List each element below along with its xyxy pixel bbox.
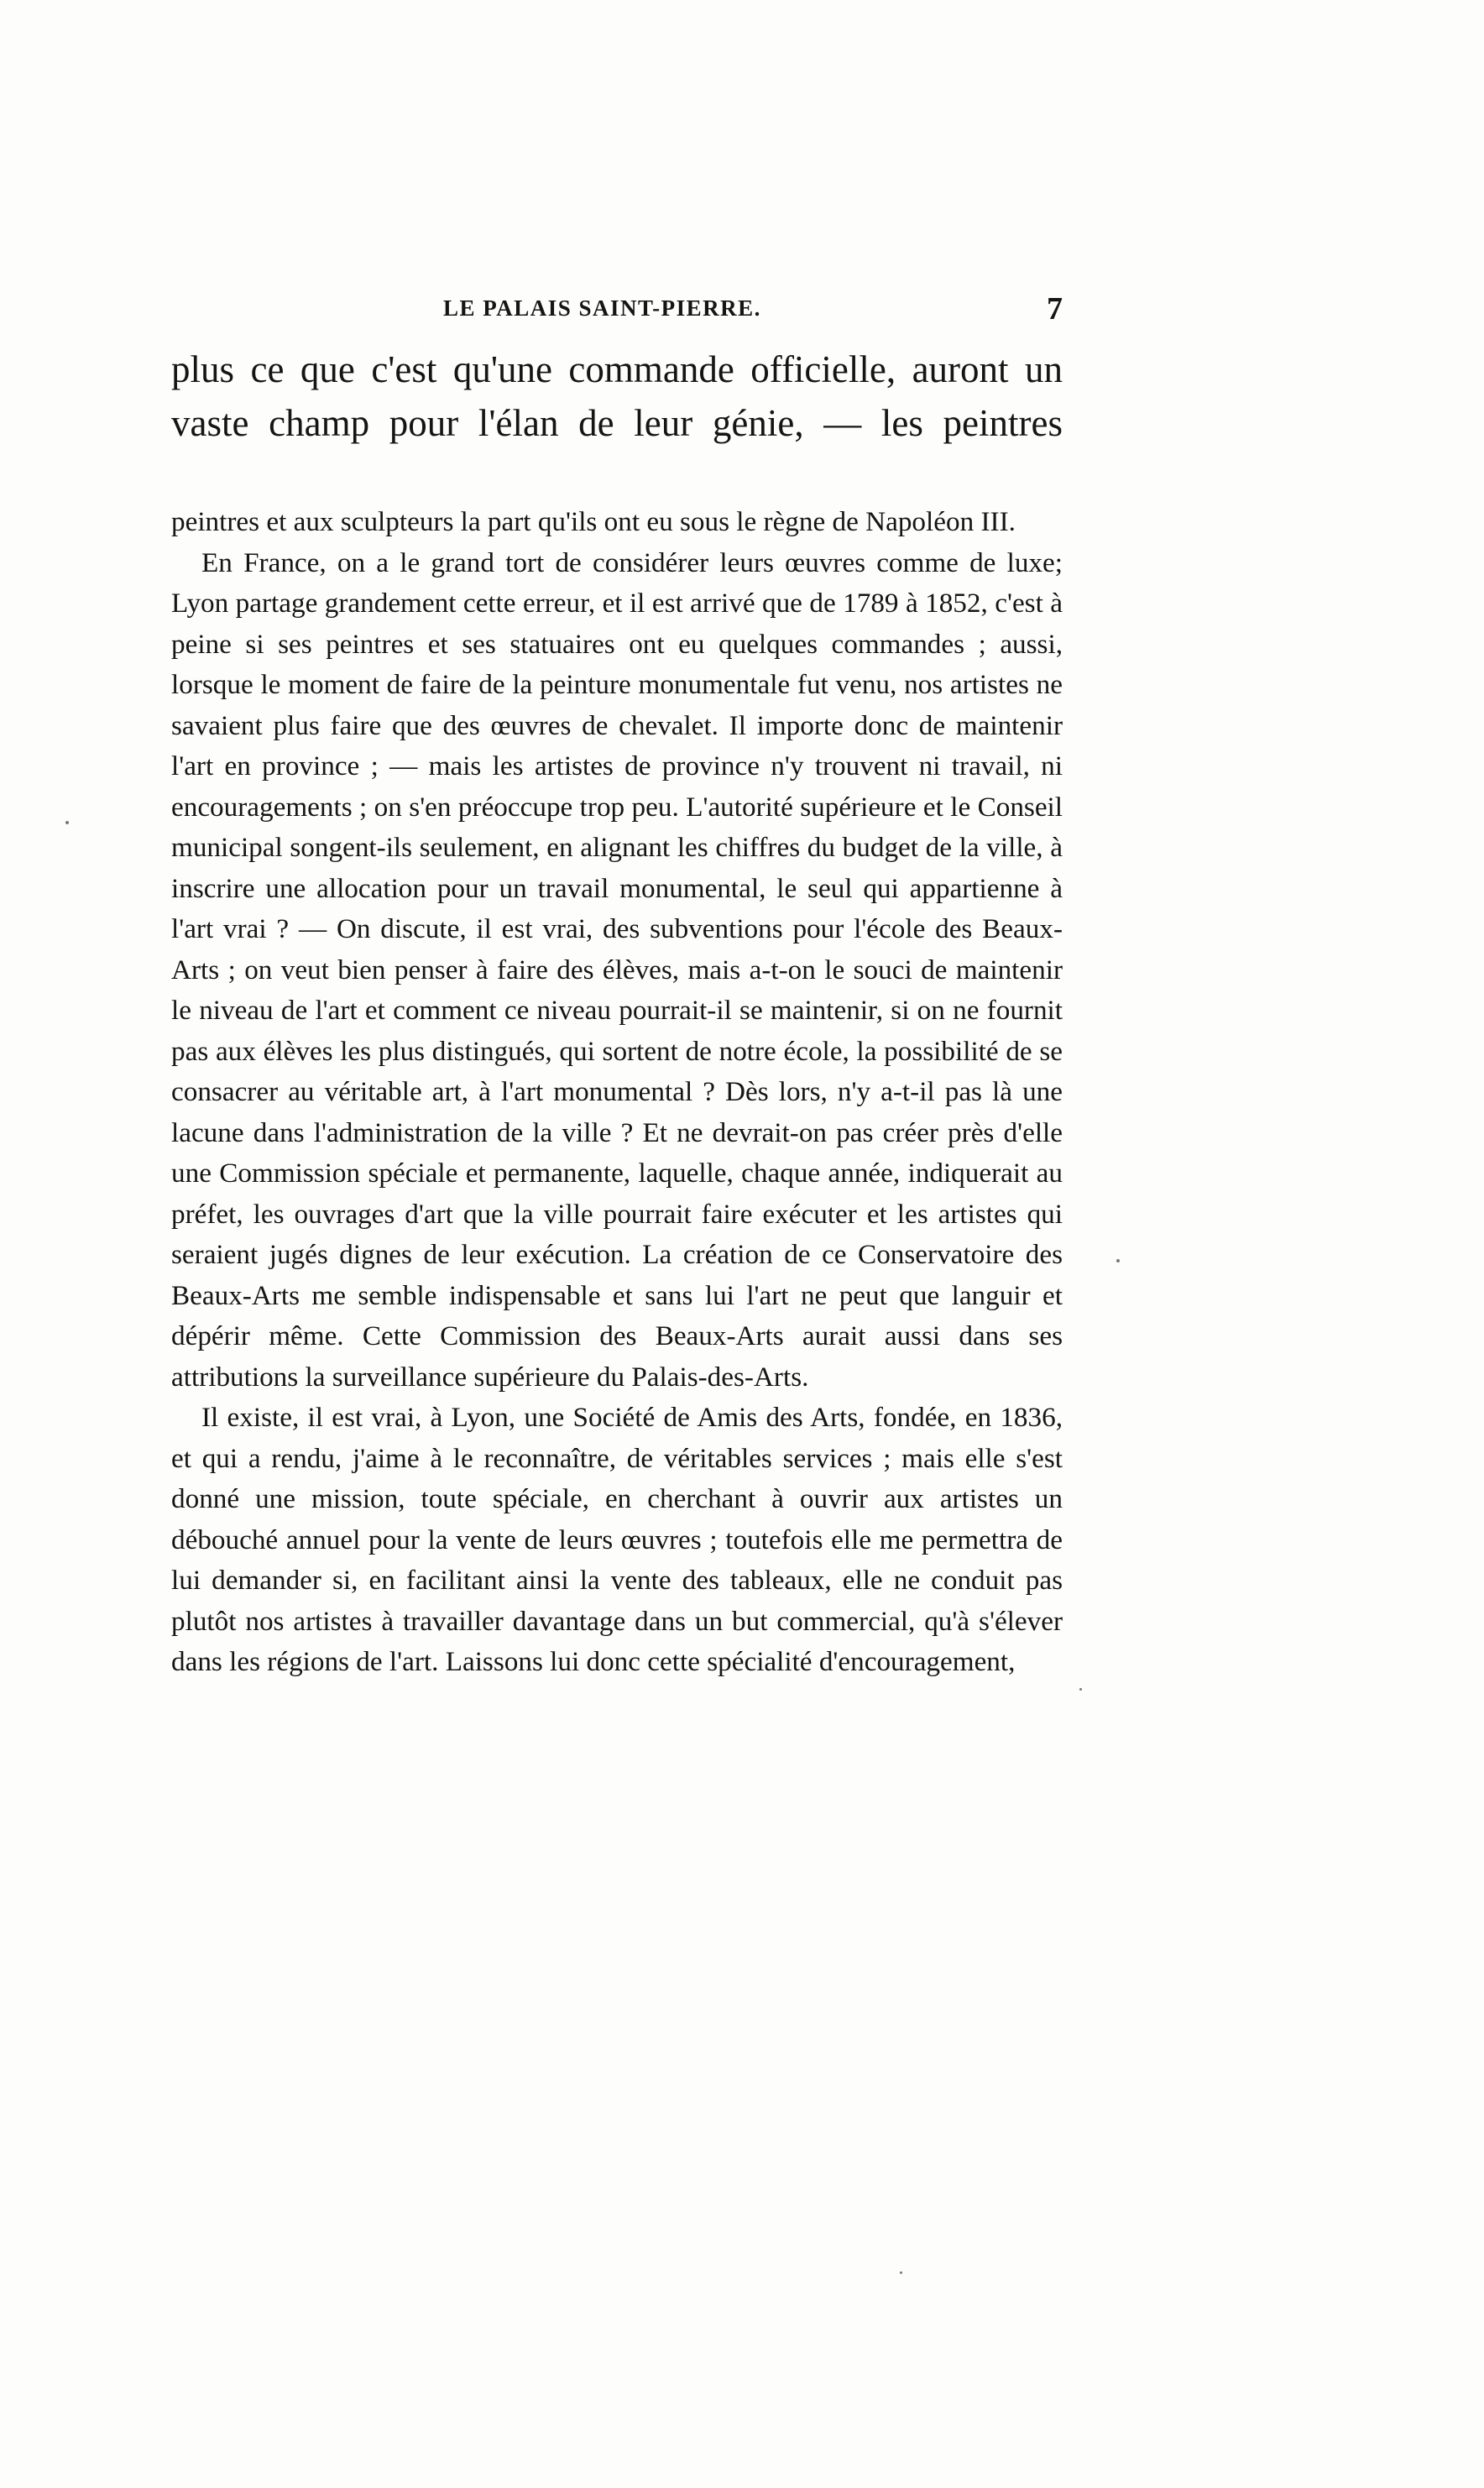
body-text (171, 502, 1063, 1683)
scan-speck (900, 2271, 902, 2274)
large-text-line-2: vaste champ pour l'élan de leur génie, — les peintres (171, 402, 1063, 444)
large-text-line-1: plus ce que c'est qu'une commande officielle, auront un (171, 348, 1063, 390)
scan-speck (1116, 1259, 1120, 1262)
scan-speck (65, 821, 69, 824)
paragraph-2: En France, on a le grand tort de considérer leurs œuvres comme de luxe; Lyon partage grandement cette erreur, et il est arrivé que de 1789 à 1852, c'est à peine si ses peintres et ses statuaires ont eu quelques commandes ; aussi, lorsque le moment de faire de la peinture monumentale fut venu, nos artistes ne savaient plus faire que des œuvres de chevalet. Il importe donc de maintenir l'art en province ; — mais les artistes de province n'y trouvent ni travail, ni encouragements ; on s'en préoccupe trop peu. L'autorité supérieure et le Conseil municipal songent-ils seulement, en alignant les chiffres du budget de la ville, à inscrire une allocation pour un travail monumental, le seul qui appartienne à l'art vrai ? — On discute, il est vrai, des subventions pour l'école des Beaux-Arts ; on veut bien penser à faire des élèves, mais a-t-on le souci de maintenir le niveau de l'art et comment ce niveau pourrait-il se maintenir, si on ne fournit pas aux élèves les plus distingués, qui sortent de notre école, la possibilité de se consacrer au véritable art, à l'art monumental ? Dès lors, n'y a-t-il pas là une lacune dans l'administration de la ville ? Et ne devrait-on pas créer près d'elle une Commission spéciale et permanente, laquelle, chaque année, indiquerait au préfet, les ouvrages d'art que la ville pourrait faire exécuter et les artistes qui seraient jugés dignes de leur exécution. La création de ce Conservatoire des Beaux-Arts me semble indispensable et sans lui l'art ne peut que languir et dépérir même. Cette Commission des Beaux-Arts aurait aussi dans ses attributions la surveillance supérieure du Palais-des-Arts. (171, 546, 1063, 1393)
running-header (171, 291, 1063, 329)
page-number: 7 (1047, 291, 1063, 327)
paragraph-3: Il existe, il est vrai, à Lyon, une Société de Amis des Arts, fondée, en 1836, et qui a rendu, j'aime à le reconnaître, de véritables services ; mais elle s'est donné une mission, toute spéciale, en cherchant à ouvrir aux artistes un débouché annuel pour la vente de leurs œuvres ; toutefois elle me permettra de lui demander si, en facilitant ainsi la vente des tableaux, elle ne conduit pas plutôt nos artistes à travailler davantage dans un but commercial, qu'à s'élever dans les régions de l'art. Laissons lui donc cette spécialité d'encouragement, (171, 1402, 1063, 1677)
paragraph-1: peintres et aux sculpteurs la part qu'ils ont eu sous le règne de Napoléon III. (171, 506, 1016, 537)
scan-speck (1079, 1688, 1082, 1691)
large-type-fragment (171, 342, 1063, 450)
running-title: LE PALAIS SAINT-PIERRE. (443, 295, 761, 321)
